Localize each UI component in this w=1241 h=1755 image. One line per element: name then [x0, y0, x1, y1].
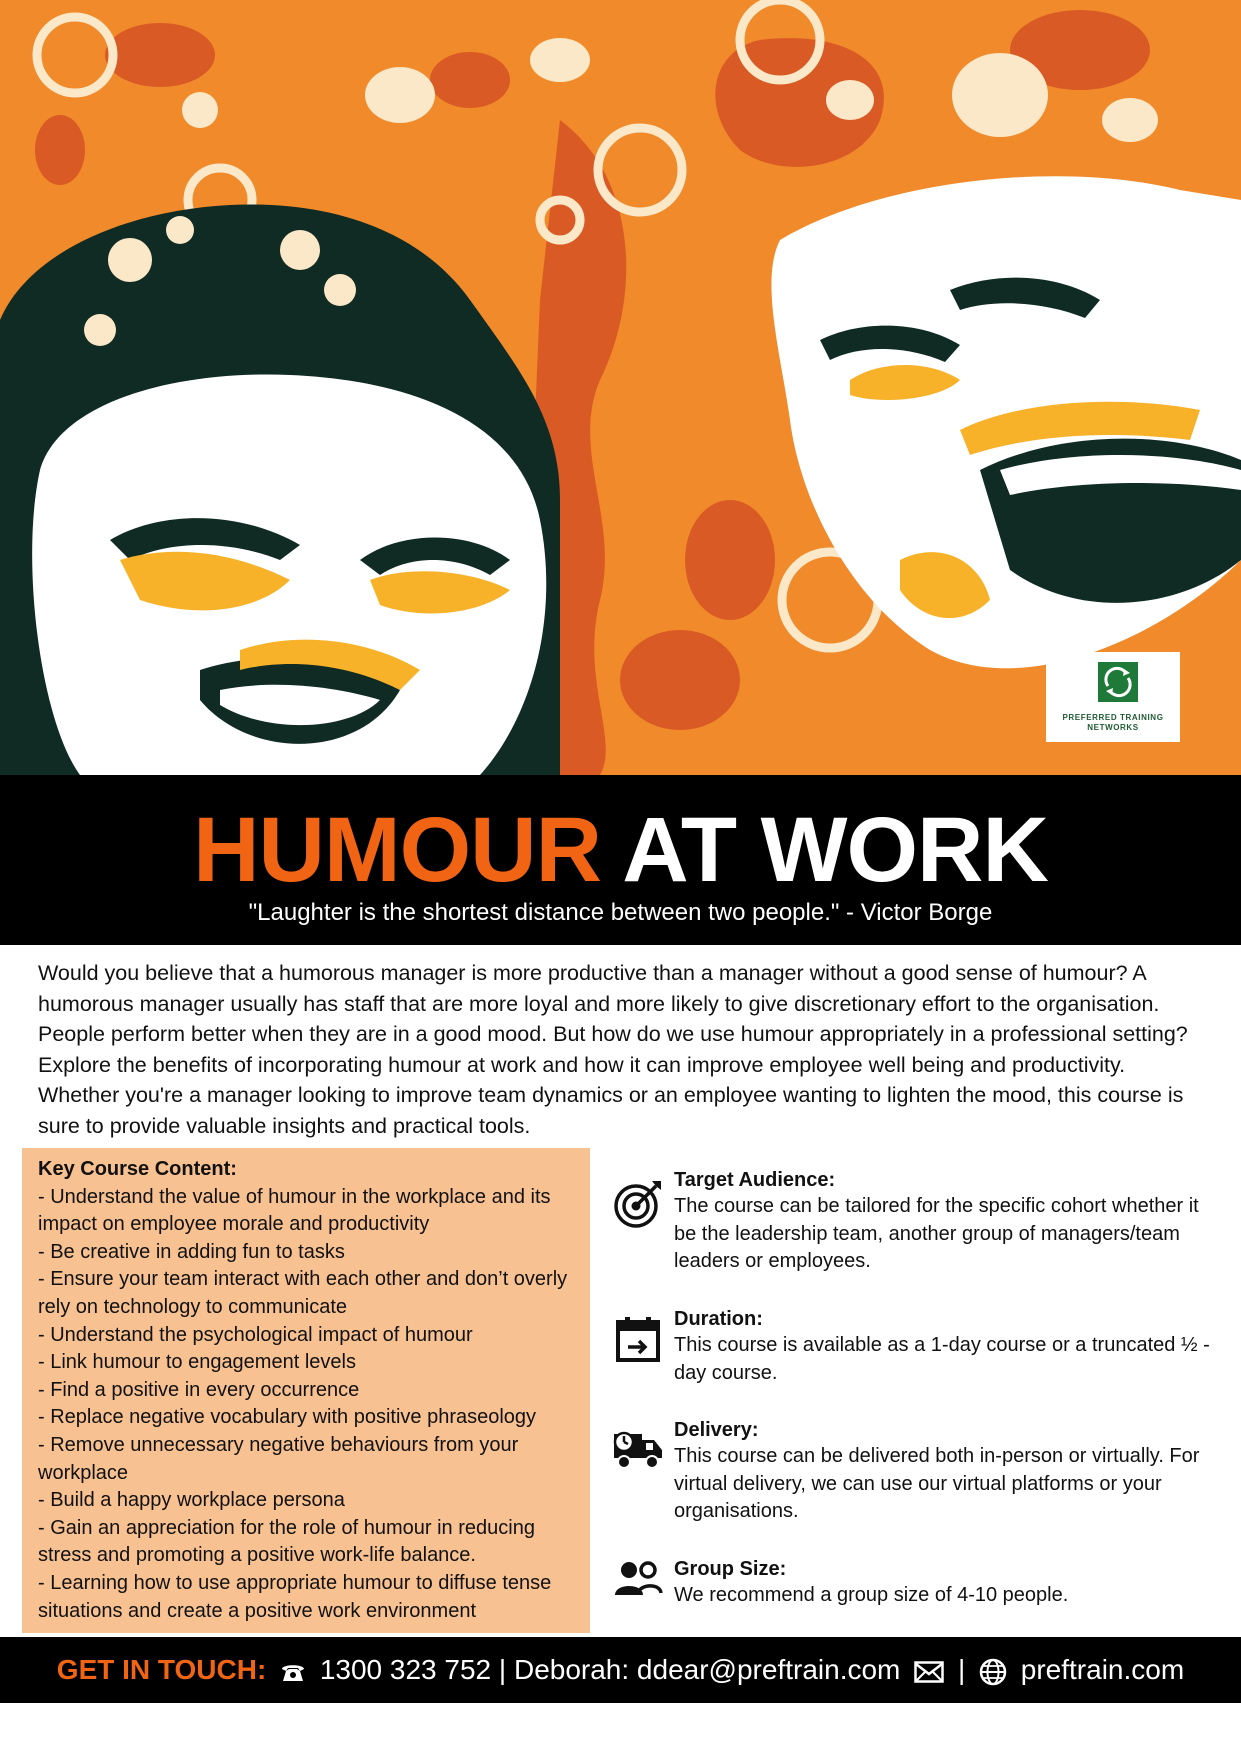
- group-size-title: Group Size:: [674, 1558, 787, 1580]
- intro-paragraph: Would you believe that a humorous manager is more productive than a manager without a good sense of humour? A humorous manager usually has staff that are more loyal and more likely to give discretionary effort to the organisation. People perform better when they are in a good mood. But how do we use humour appropriately in a professional setting? Explore the benefits of incorporating humour at work and how it can improve employee well being and productivity. Whether you're a manager looking to improve team dynamics or an employee wanting to lighten the mood, this course is sure to provide valuable insights and practical tools.: [38, 961, 1188, 1138]
- globe-icon: [979, 1658, 1007, 1686]
- delivery-title: Delivery:: [674, 1419, 759, 1441]
- list-item: - Build a happy workplace persona: [38, 1489, 345, 1512]
- website-link[interactable]: preftrain.com: [1020, 1654, 1185, 1685]
- separator: |: [957, 1654, 966, 1685]
- get-in-touch-label: GET IN TOUCH:: [56, 1654, 267, 1685]
- list-item: - Remove unnecessary negative behaviours from your workplace: [38, 1433, 519, 1484]
- list-item: - Find a positive in every occurrence: [38, 1378, 360, 1401]
- separator: |: [498, 1654, 507, 1685]
- title-rest: AT WORK: [622, 799, 1048, 901]
- page-title: [0, 800, 1241, 900]
- key-content-heading: Key Course Content:: [38, 1158, 237, 1180]
- duration-text: This course is available as a 1-day course or a truncated ½ -day course.: [674, 1334, 1210, 1384]
- calendar-icon: [612, 1314, 664, 1366]
- list-item: - Learning how to use appropriate humour to diffuse tense situations and create a positive work environment: [38, 1571, 552, 1622]
- people-icon: [612, 1553, 664, 1605]
- list-item: - Ensure your team interact with each other and don’t overly rely on technology to communicate: [38, 1268, 568, 1318]
- target-icon: [612, 1178, 664, 1230]
- contact-email[interactable]: Deborah: ddear@preftrain.com: [513, 1654, 901, 1685]
- key-content-box: [22, 1148, 590, 1633]
- duration-title: Duration:: [674, 1308, 763, 1330]
- list-item: - Link humour to engagement levels: [38, 1351, 356, 1374]
- email-icon: [914, 1661, 944, 1683]
- list-item: - Be creative in adding fun to tasks: [38, 1240, 345, 1263]
- logo-line-1: PREFERRED TRAINING: [1062, 713, 1164, 722]
- hero-illustration: [0, 0, 1241, 775]
- list-item: - Understand the psychological impact of humour: [38, 1323, 473, 1346]
- target-audience-title: Target Audience:: [674, 1169, 836, 1191]
- list-item: - Understand the value of humour in the workplace and its impact on employee morale and productivity: [38, 1185, 551, 1236]
- logo-line-2: NETWORKS: [1087, 723, 1139, 732]
- phone-icon: [280, 1661, 306, 1683]
- company-logo: [1046, 652, 1180, 742]
- logo-mark-icon: [1098, 662, 1138, 702]
- delivery-text: This course can be delivered both in-person or virtually. For virtual delivery, we can use our virtual platforms or your organisations.: [674, 1445, 1200, 1523]
- quote: "Laughter is the shortest distance between two people." - Victor Borge: [248, 899, 993, 926]
- phone-number[interactable]: 1300 323 752: [319, 1654, 492, 1685]
- list-item: - Gain an appreciation for the role of humour in reducing stress and promoting a positive work-life balance.: [38, 1516, 535, 1567]
- logo-text: [1046, 713, 1180, 733]
- delivery-truck-icon: [612, 1422, 664, 1474]
- target-audience-text: The course can be tailored for the specific cohort whether it be the leadership team, another group of managers/team leaders or employees.: [674, 1195, 1199, 1273]
- list-item: - Replace negative vocabulary with positive phraseology: [38, 1406, 537, 1429]
- group-size-text: We recommend a group size of 4-10 people.: [674, 1584, 1069, 1606]
- title-highlight: HUMOUR: [193, 799, 602, 901]
- footer-contact: [0, 1637, 1241, 1703]
